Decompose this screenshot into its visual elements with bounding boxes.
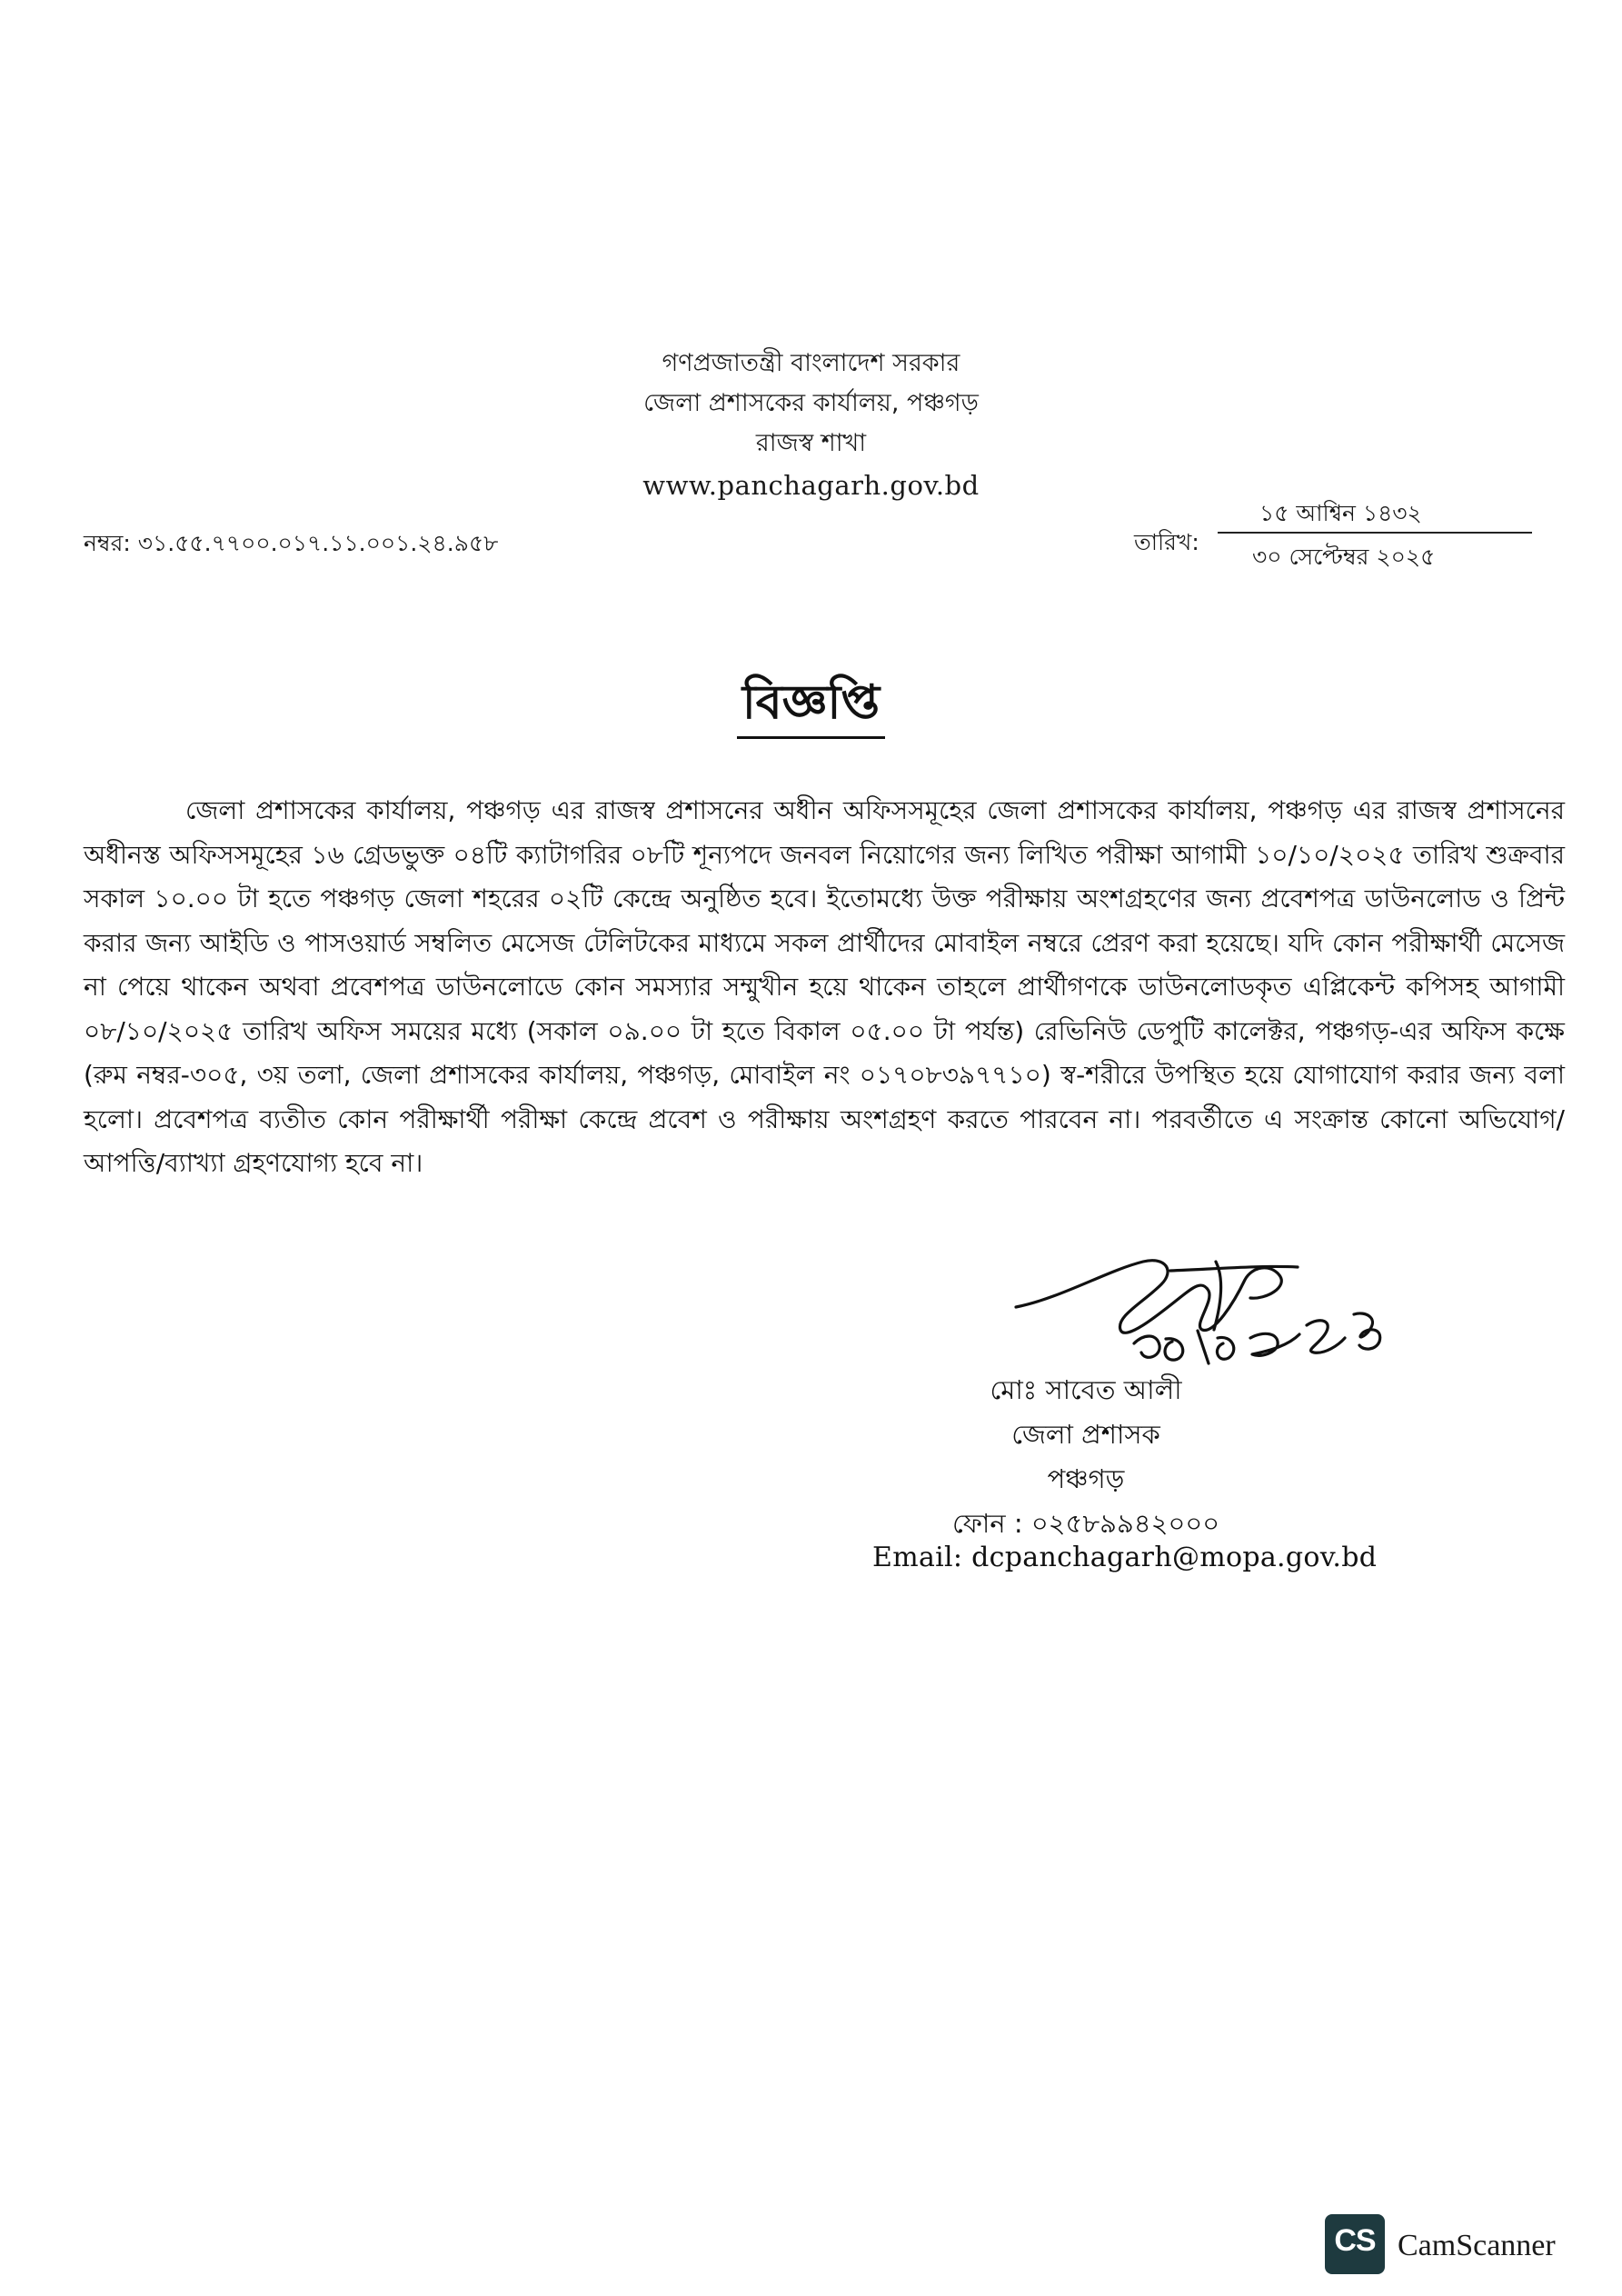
date-english: ৩০ সেপ্টেম্বর ২০২৫ xyxy=(1252,544,1436,570)
date-divider xyxy=(1218,532,1532,534)
signatory-designation: জেলা প্রশাসক xyxy=(1011,1419,1160,1450)
signatory-block xyxy=(872,1368,1299,1546)
government-name: গণপ্রজাতন্ত্রী বাংলাদেশ সরকার xyxy=(662,349,960,377)
branch-name: রাজস্ব শাখা xyxy=(755,429,867,457)
office-name: জেলা প্রশাসকের কার্যালয়, পঞ্চগড় xyxy=(643,389,979,417)
memo-number: নম্বর: ৩১.৫৫.৭৭০০.০১৭.১১.০০১.২৪.৯৫৮ xyxy=(84,530,499,556)
camscanner-label: CamScanner xyxy=(1398,2229,1556,2262)
camscanner-logo-icon xyxy=(1325,2214,1385,2274)
date-block xyxy=(1134,495,1534,568)
letterhead xyxy=(0,344,1622,507)
notice-title-text: বিজ্ঞপ্তি xyxy=(737,673,885,739)
signatory-email[interactable]: Email: dcpanchagarh@mopa.gov.bd xyxy=(872,1542,1378,1573)
date-label: তারিখ: xyxy=(1134,529,1199,555)
signatory-district: পঞ্চগড় xyxy=(1047,1463,1125,1494)
notice-body: জেলা প্রশাসকের কার্যালয়, পঞ্চগড় এর রাজস্ব প্রশাসনের অধীন অফিসসমূহের জেলা প্রশাসকের কার্যালয়, পঞ্চগড় এর রাজস্ব প্রশাসনের অধীনস্ত অফিসসমূহের ১৬ গ্রেডভুক্ত ০৪টি ক্যাটাগরির ০৮টি শূন্যপদে জনবল নিয়োগের জন্য লিখিত পরীক্ষা আগামী ১০/১০/২০২৫ তারিখ শুক্রবার সকাল ১০.০০ টা হতে পঞ্চগড় জেলা শহরের ০২টি কেন্দ্রে অনুষ্ঠিত হবে। ইতোমধ্যে উক্ত পরীক্ষায় অংশগ্রহণের জন্য প্রবেশপত্র ডাউনলোড ও প্রিন্ট করার জন্য আইডি ও পাসওয়ার্ড সম্বলিত মেসেজ টেলিটকের মাধ্যমে সকল প্রার্থীদের মোবাইল নম্বরে প্রেরণ করা হয়েছে। যদি কোন পরীক্ষার্থী মেসেজ না পেয়ে থাকেন অথবা প্রবেশপত্র ডাউনলোডে কোন সমস্যার সম্মুখীন হয়ে থাকেন তাহলে প্রার্থীগণকে ডাউনলোডকৃত এপ্লিকেন্ট কপিসহ আগামী ০৮/১০/২০২৫ তারিখ অফিস সময়ের মধ্যে (সকাল ০৯.০০ টা হতে বিকাল ০৫.০০ টা পর্যন্ত) রেভিনিউ ডেপুটি কালেক্টর, পঞ্চগড়-এর অফিস কক্ষে (রুম নম্বর-৩০৫, ৩য় তলা, জেলা প্রশাসকের কার্যালয়, পঞ্চগড়, মোবাইল নং ০১৭০৮৩৯৭৭১০) স্ব-শরীরে উপস্থিত হয়ে যোগাযোগ করার জন্য বলা হলো। প্রবেশপত্র ব্যতীত কোন পরীক্ষার্থী পরীক্ষা কেন্দ্রে প্রবেশ ও পরীক্ষায় অংশগ্রহণ করতে পারবেন না। পরবর্তীতে এ সংক্রান্ত কোনো অভিযোগ/আপত্তি/ব্যাখ্যা গ্রহণযোগ্য হবে না। xyxy=(84,795,1565,1178)
website-link[interactable]: www.panchagarh.gov.bd xyxy=(642,470,980,501)
signatory-name: মোঃ সাবেত আলী xyxy=(990,1374,1182,1405)
handwritten-signature xyxy=(1007,1243,1407,1380)
date-bangla: ১৫ আশ্বিন ১৪৩২ xyxy=(1259,500,1422,526)
camscanner-logo-text: CS xyxy=(1334,2223,1376,2258)
signatory-phone: ফোন : ০২৫৮৯৯৪২০০০ xyxy=(951,1508,1220,1539)
notice-title xyxy=(0,673,1622,739)
